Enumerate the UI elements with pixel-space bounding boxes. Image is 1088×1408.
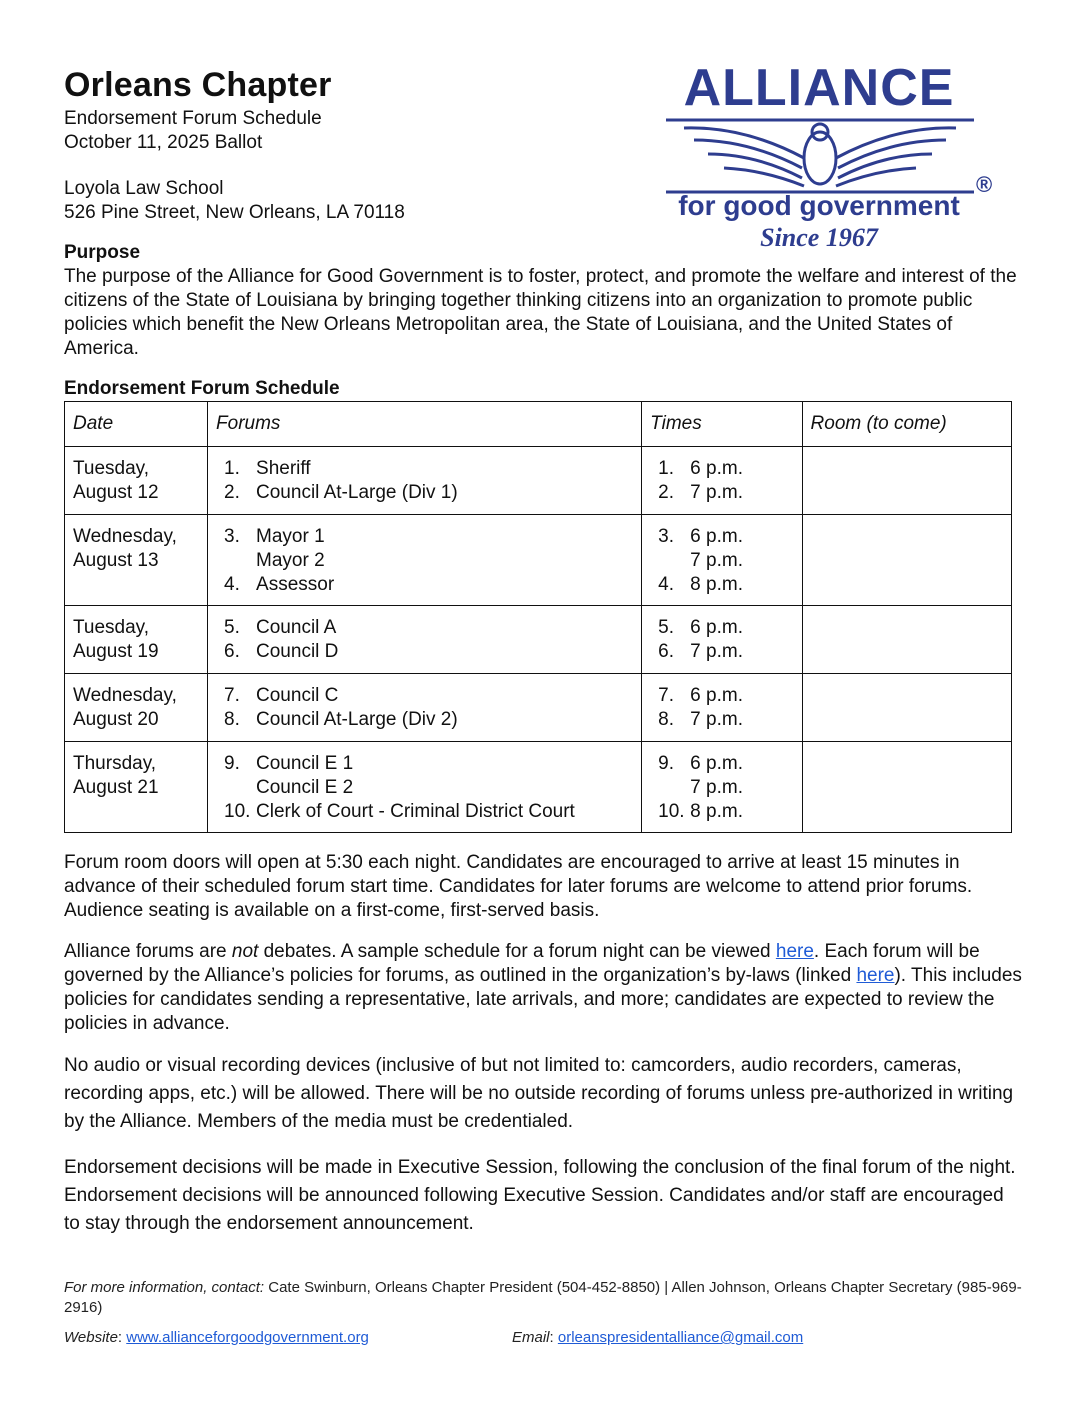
registered-mark: ® (976, 172, 993, 197)
alliance-logo (664, 60, 1008, 256)
footer-website: Website: www.allianceforgoodgovernment.org (64, 1329, 369, 1346)
time-item: 8. 7 p.m. (658, 709, 743, 730)
footer-email: Email: orleanspresidentalliance@gmail.com (512, 1329, 804, 1346)
column-header-forums: Forums (208, 402, 642, 447)
purpose-heading: Purpose (64, 242, 141, 263)
date-day: August 21 (73, 777, 159, 798)
forum-item: Council E 2 (256, 777, 354, 798)
time-item: 3. 6 p.m. (658, 526, 743, 547)
website-label: Website (64, 1329, 118, 1346)
purpose-body: The purpose of the Alliance for Good Government is to foster, protect, and promote the welfare and interest of the citizens of the State of Louisiana by bringing together thinking citizens into an organization to promote public policies which benefit the New Orleans Metropolitan area, the State of Louisiana, and the United States of America. (64, 266, 1017, 359)
time-item: 7. 6 p.m. (658, 685, 743, 706)
venue-address: 526 Pine Street, New Orleans, LA 70118 (64, 202, 405, 223)
forums-cell (208, 447, 642, 515)
room-cell (802, 606, 1011, 674)
document-subtitle: Endorsement Forum Schedule (64, 108, 322, 129)
time-item: 9. 6 p.m. (658, 753, 743, 774)
date-cell (65, 674, 208, 742)
date-day: August 12 (73, 482, 159, 503)
column-header-room: Room (to come) (802, 402, 1011, 447)
column-header-date: Date (65, 402, 208, 447)
time-item: 5. 6 p.m. (658, 617, 743, 638)
forum-item: 1. Sheriff (224, 458, 311, 479)
forums-cell (208, 515, 642, 606)
times-cell (642, 447, 802, 515)
sample-schedule-link[interactable]: here (775, 941, 814, 962)
forum-item: 10. Clerk of Court - Criminal District Court (224, 801, 575, 822)
forum-item: 5. Council A (224, 617, 337, 638)
venue-name: Loyola Law School (64, 178, 224, 199)
date-cell (65, 606, 208, 674)
debates-paragraph: Alliance forums are not debates. A sample schedule for a forum night can be viewed here. Each forum will be governed by the Alliance’s policies for forums, as outlined in the organization’s by-laws (linked here). This includes policies for candidates sending a representative, late arrivals, and more; candidates are expected to review the policies in advance. (64, 941, 1022, 1034)
time-item: 10. 8 p.m. (658, 801, 743, 822)
time-item: 7 p.m. (690, 550, 743, 571)
forums-cell (208, 742, 642, 833)
date-weekday: Thursday, (73, 753, 157, 774)
emphasis-not: not (231, 941, 259, 962)
times-cell (642, 515, 802, 606)
time-item: 1. 6 p.m. (658, 458, 743, 479)
forum-item: 8. Council At-Large (Div 2) (224, 709, 458, 730)
schedule-heading: Endorsement Forum Schedule (64, 378, 340, 399)
ballot-date: October 11, 2025 Ballot (64, 132, 263, 153)
date-cell (65, 447, 208, 515)
table-row (65, 515, 1012, 606)
table-row (65, 447, 1012, 515)
forum-item: 4. Assessor (224, 574, 335, 595)
contact-label: For more information, contact: (64, 1279, 265, 1296)
forum-item: 6. Council D (224, 641, 339, 662)
date-cell (65, 515, 208, 606)
date-weekday: Wednesday, (73, 685, 177, 706)
time-item: 4. 8 p.m. (658, 574, 743, 595)
time-item: 7 p.m. (690, 777, 743, 798)
time-item: 6. 7 p.m. (658, 641, 743, 662)
schedule-table (64, 401, 1012, 833)
time-item: 2. 7 p.m. (658, 482, 743, 503)
contact-text: Cate Swinburn, Orleans Chapter President (504-452-8850) | Allen Johnson, Orleans Chapter Secretary (985-969-2916) (64, 1279, 1022, 1316)
doors-paragraph: Forum room doors will open at 5:30 each night. Candidates are encouraged to arrive at least 15 minutes in advance of their scheduled forum start time. Candidates for later forums are welcome to attend prior forums. Audience seating is available on a first-come, first-served basis. (64, 852, 973, 921)
table-row (65, 742, 1012, 833)
forums-cell (208, 606, 642, 674)
table-header-row (65, 402, 1012, 447)
room-cell (802, 515, 1011, 606)
logo-since: Since 1967 (760, 223, 878, 252)
logo-title: ALLIANCE (683, 59, 955, 117)
table-row (65, 606, 1012, 674)
forums-cell (208, 674, 642, 742)
footer-contact (64, 1278, 1024, 1318)
email-link[interactable]: orleanspresidentalliance@gmail.com (557, 1329, 804, 1346)
date-weekday: Wednesday, (73, 526, 177, 547)
email-label: Email (512, 1329, 550, 1346)
room-cell (802, 674, 1011, 742)
eagle-icon (664, 118, 976, 194)
forum-item: Mayor 2 (256, 550, 325, 571)
forum-item: 7. Council C (224, 685, 339, 706)
page-title: Orleans Chapter (64, 66, 332, 104)
forum-item: 9. Council E 1 (224, 753, 354, 774)
times-cell (642, 606, 802, 674)
bylaws-link[interactable]: here (856, 965, 895, 986)
column-header-times: Times (642, 402, 802, 447)
date-day: August 19 (73, 641, 159, 662)
room-cell (802, 447, 1011, 515)
forum-item: 3. Mayor 1 (224, 526, 325, 547)
logo-subtitle: for good government (678, 190, 960, 221)
date-cell (65, 742, 208, 833)
date-day: August 13 (73, 550, 159, 571)
forum-item: 2. Council At-Large (Div 1) (224, 482, 458, 503)
times-cell (642, 674, 802, 742)
date-weekday: Tuesday, (73, 617, 150, 638)
date-weekday: Tuesday, (73, 458, 150, 479)
room-cell (802, 742, 1011, 833)
website-link[interactable]: www.allianceforgoodgovernment.org (126, 1329, 369, 1346)
times-cell (642, 742, 802, 833)
table-row (65, 674, 1012, 742)
recording-paragraph: No audio or visual recording devices (inclusive of but not limited to: camcorders, audio recorders, cameras, recording apps, etc.) will be allowed. There will be no outside recording of forums unless pre-authorized in writing by the Alliance. Members of the media must be credentialed. (64, 1055, 1014, 1132)
endorsement-paragraph: Endorsement decisions will be made in Executive Session, following the conclusion of the final forum of the night. Endorsement decisions will be announced following Executive Session. Candidates and/or staff are encouraged to stay through the endorsement announcement. (64, 1157, 1016, 1234)
date-day: August 20 (73, 709, 159, 730)
